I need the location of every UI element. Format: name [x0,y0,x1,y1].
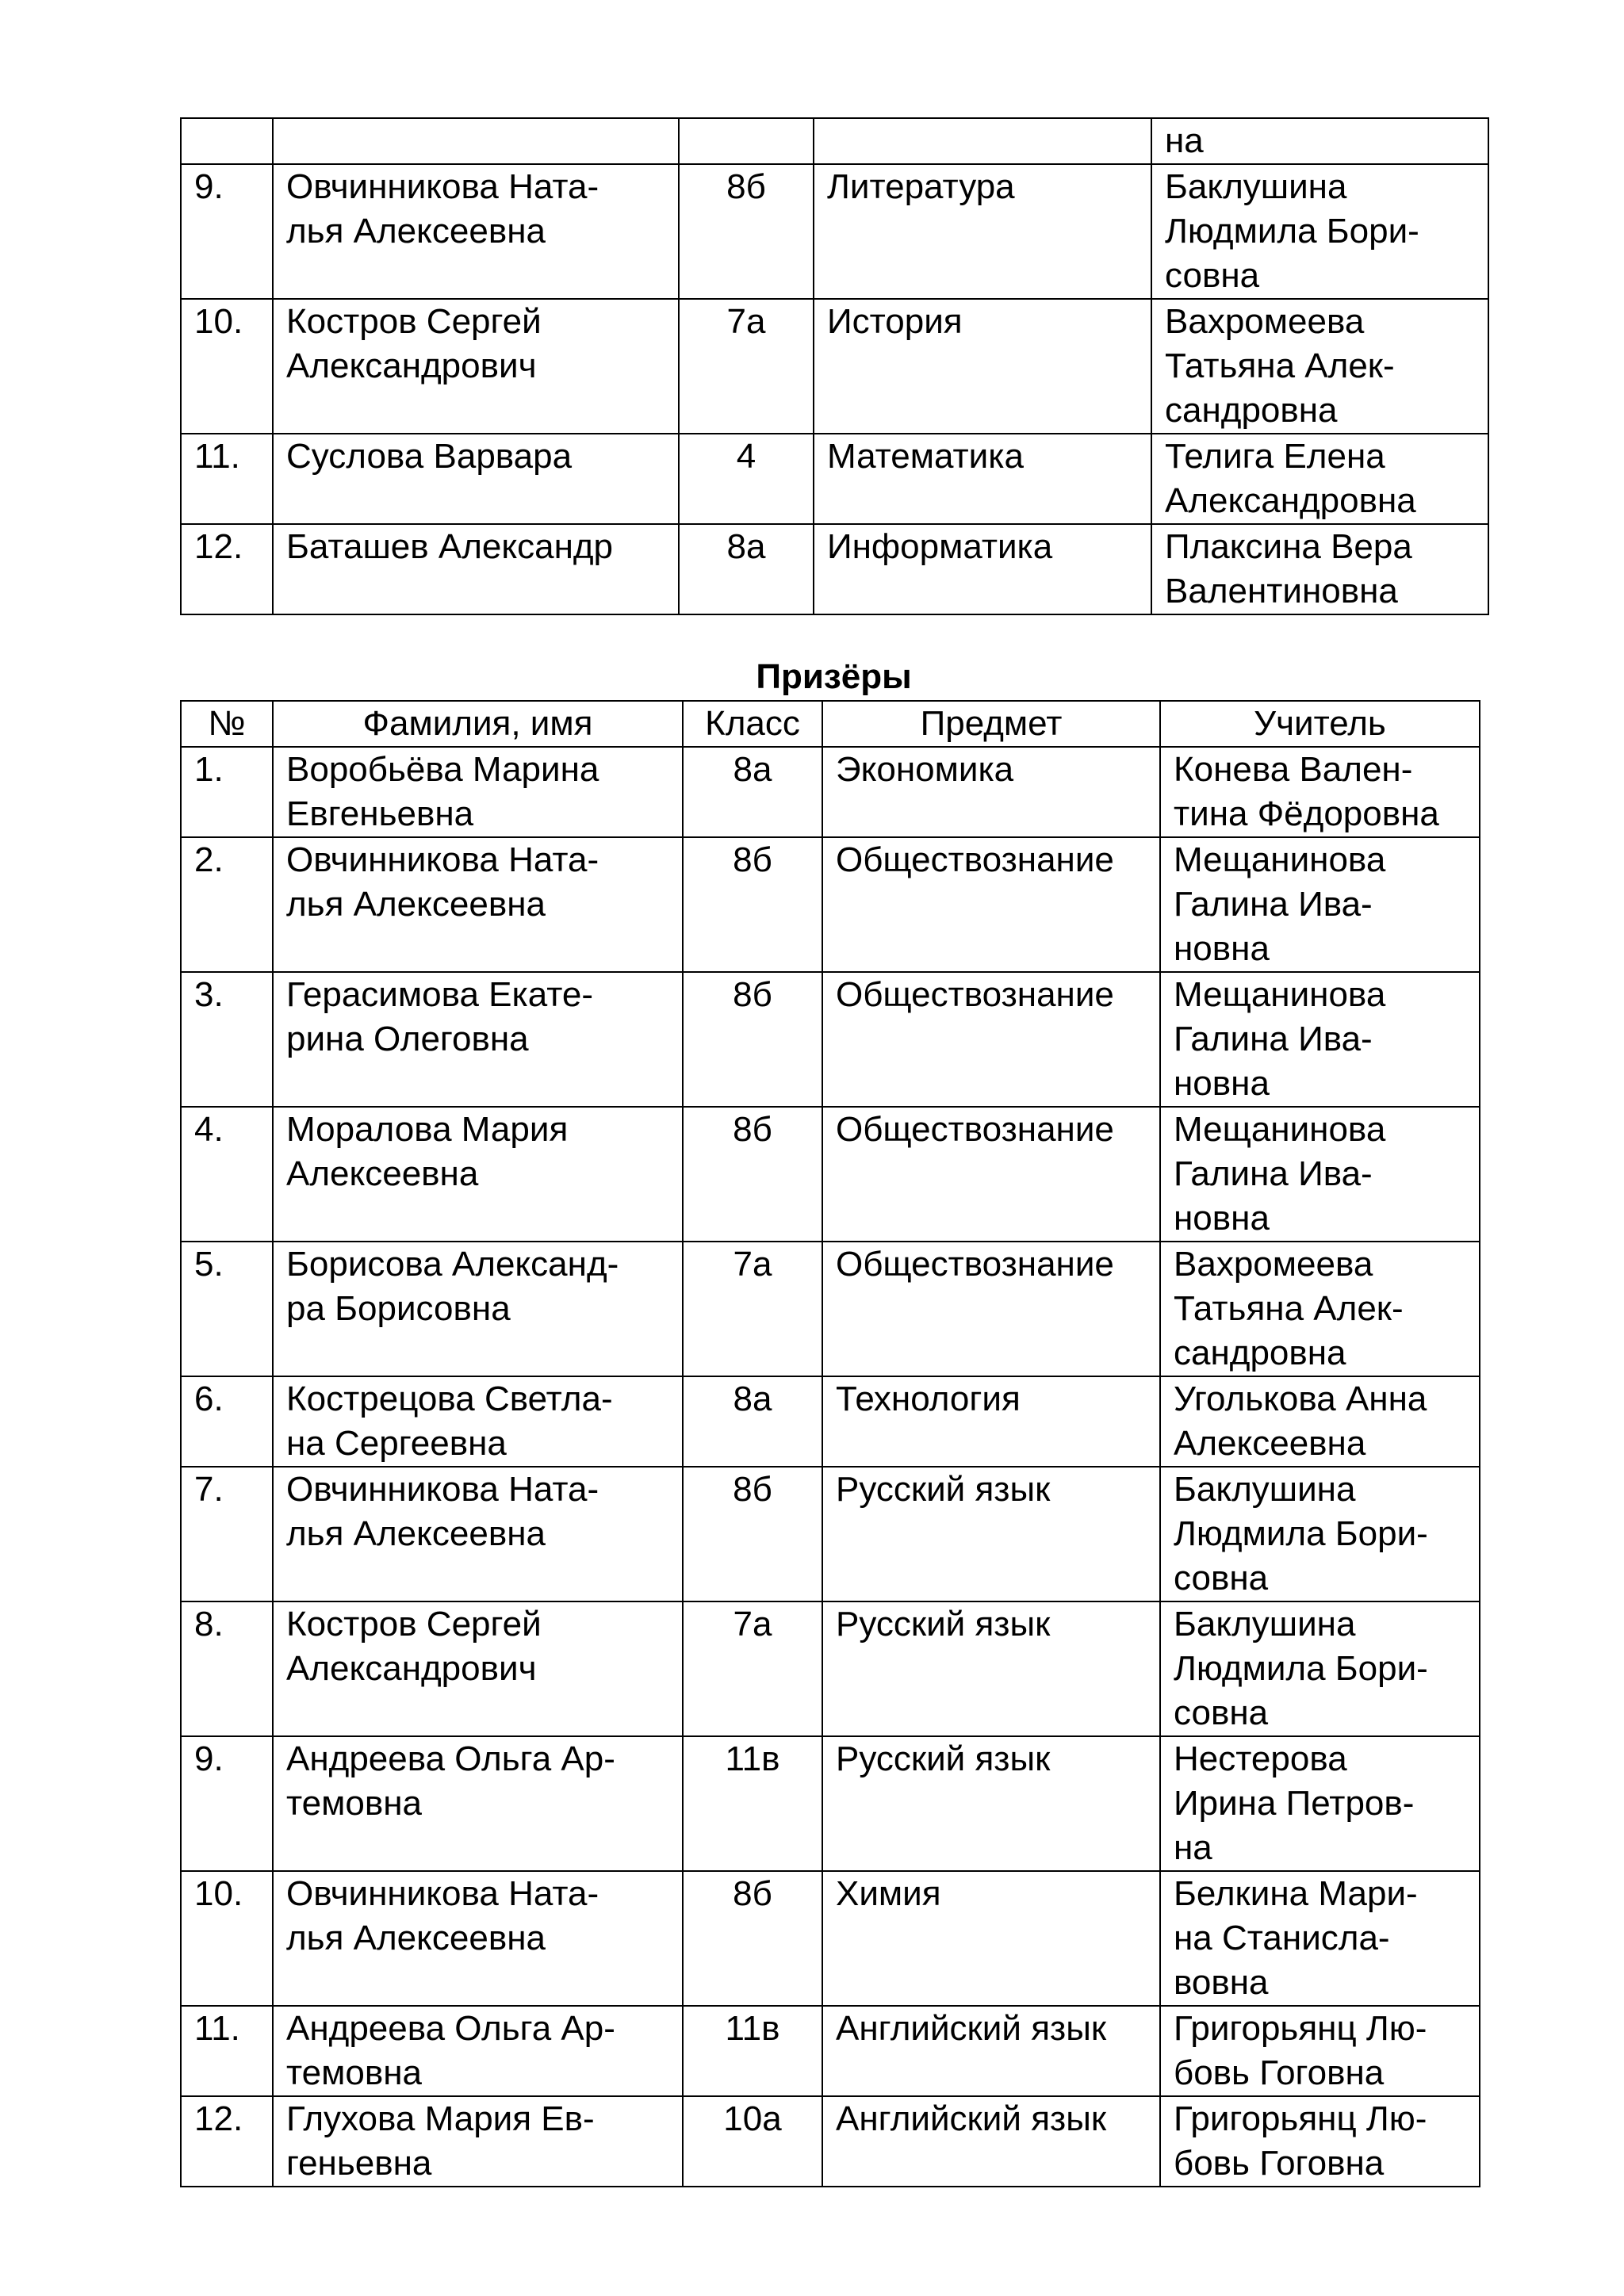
row-number-cell: 3. [181,972,273,1107]
table-row [181,1467,1480,1601]
subject-cell: Технология [822,1376,1160,1467]
row-number-cell: 2. [181,837,273,972]
column-header-subject: Предмет [822,701,1160,747]
table-row [181,2006,1480,2096]
subject-cell: Экономика [822,747,1160,837]
grade-cell: 8б [679,164,814,299]
subject-cell: Математика [814,434,1151,524]
row-number-cell: 7. [181,1467,273,1601]
teacher-cell: Вахромеева Татьяна Алек- сандровна [1151,299,1488,434]
grade-cell: 8б [683,1871,822,2006]
grade-cell: 8а [683,1376,822,1467]
student-name-cell: Суслова Варвара [273,434,679,524]
teacher-cell: на [1151,118,1488,164]
teacher-cell: Конева Вален- тина Фёдоровна [1160,747,1480,837]
grade-cell: 11в [683,2006,822,2096]
student-name-cell: Баташев Александр [273,524,679,614]
row-number-cell: 12. [181,2096,273,2187]
table-row [181,1871,1480,2006]
grade-cell [679,118,814,164]
grade-cell: 7а [683,1242,822,1376]
row-number-cell: 10. [181,1871,273,2006]
table-row [181,434,1488,524]
teacher-cell: Телига Елена Александровна [1151,434,1488,524]
row-number-cell: 9. [181,1736,273,1871]
table-row [181,1107,1480,1242]
table-row [181,747,1480,837]
row-number-cell: 12. [181,524,273,614]
student-name-cell: Моралова Мария Алексеевна [273,1107,683,1242]
row-number-cell: 4. [181,1107,273,1242]
teacher-cell: Уголькова Анна Алексеевна [1160,1376,1480,1467]
teacher-cell: Мещанинова Галина Ива- новна [1160,837,1480,972]
column-header-number: № [181,701,273,747]
grade-cell: 7а [679,299,814,434]
teacher-cell: Мещанинова Галина Ива- новна [1160,972,1480,1107]
subject-cell: История [814,299,1151,434]
student-name-cell: Овчинникова Ната- лья Алексеевна [273,1467,683,1601]
subject-cell: Обществознание [822,1107,1160,1242]
table-row [181,2096,1480,2187]
subject-cell: Обществознание [822,972,1160,1107]
row-number-cell: 5. [181,1242,273,1376]
row-number-cell: 11. [181,2006,273,2096]
grade-cell: 11в [683,1736,822,1871]
row-number-cell [181,118,273,164]
teacher-cell: Григорьянц Лю- бовь Гоговна [1160,2096,1480,2187]
subject-cell: Английский язык [822,2006,1160,2096]
subject-cell: Английский язык [822,2096,1160,2187]
subject-cell: Информатика [814,524,1151,614]
row-number-cell: 6. [181,1376,273,1467]
column-header-name: Фамилия, имя [273,701,683,747]
student-name-cell: Костров Сергей Александрович [273,299,679,434]
table-row [181,972,1480,1107]
table-row [181,524,1488,614]
column-header-teacher: Учитель [1160,701,1480,747]
teacher-cell: Плаксина Вера Валентиновна [1151,524,1488,614]
teacher-cell: Баклушина Людмила Бори- совна [1160,1601,1480,1736]
column-header-grade: Класс [683,701,822,747]
subject-cell: Русский язык [822,1467,1160,1601]
grade-cell: 8б [683,972,822,1107]
table-row [181,164,1488,299]
grade-cell: 8а [683,747,822,837]
student-name-cell: Андреева Ольга Ар- темовна [273,2006,683,2096]
table-row [181,299,1488,434]
winners-table-continued [180,117,1489,615]
teacher-cell: Нестерова Ирина Петров- на [1160,1736,1480,1871]
student-name-cell: Костров Сергей Александрович [273,1601,683,1736]
section-title-prize-winners: Призёры [756,657,912,696]
row-number-cell: 10. [181,299,273,434]
student-name-cell: Овчинникова Ната- лья Алексеевна [273,164,679,299]
student-name-cell: Глухова Мария Ев- геньевна [273,2096,683,2187]
table-row [181,118,1488,164]
subject-cell [814,118,1151,164]
teacher-cell: Белкина Мари- на Станисла- вовна [1160,1871,1480,2006]
subject-cell: Литература [814,164,1151,299]
teacher-cell: Мещанинова Галина Ива- новна [1160,1107,1480,1242]
student-name-cell: Герасимова Екате- рина Олеговна [273,972,683,1107]
student-name-cell: Кострецова Светла- на Сергеевна [273,1376,683,1467]
teacher-cell: Баклушина Людмила Бори- совна [1151,164,1488,299]
row-number-cell: 8. [181,1601,273,1736]
grade-cell: 8б [683,1467,822,1601]
table-row [181,1736,1480,1871]
subject-cell: Обществознание [822,837,1160,972]
student-name-cell: Воробьёва Марина Евгеньевна [273,747,683,837]
row-number-cell: 11. [181,434,273,524]
student-name-cell: Андреева Ольга Ар- темовна [273,1736,683,1871]
grade-cell: 8б [683,837,822,972]
student-name-cell: Борисова Александ- ра Борисовна [273,1242,683,1376]
grade-cell: 7а [683,1601,822,1736]
teacher-cell: Баклушина Людмила Бори- совна [1160,1467,1480,1601]
prize-winners-table [180,700,1480,2187]
teacher-cell: Григорьянц Лю- бовь Гоговна [1160,2006,1480,2096]
grade-cell: 4 [679,434,814,524]
grade-cell: 8б [683,1107,822,1242]
grade-cell: 10а [683,2096,822,2187]
row-number-cell: 1. [181,747,273,837]
subject-cell: Обществознание [822,1242,1160,1376]
subject-cell: Русский язык [822,1736,1160,1871]
table-row [181,1242,1480,1376]
table-row [181,1376,1480,1467]
student-name-cell: Овчинникова Ната- лья Алексеевна [273,1871,683,2006]
row-number-cell: 9. [181,164,273,299]
table-row [181,1601,1480,1736]
student-name-cell: Овчинникова Ната- лья Алексеевна [273,837,683,972]
teacher-cell: Вахромеева Татьяна Алек- сандровна [1160,1242,1480,1376]
student-name-cell [273,118,679,164]
subject-cell: Русский язык [822,1601,1160,1736]
table-row [181,837,1480,972]
table-header-row [181,701,1480,747]
subject-cell: Химия [822,1871,1160,2006]
grade-cell: 8а [679,524,814,614]
